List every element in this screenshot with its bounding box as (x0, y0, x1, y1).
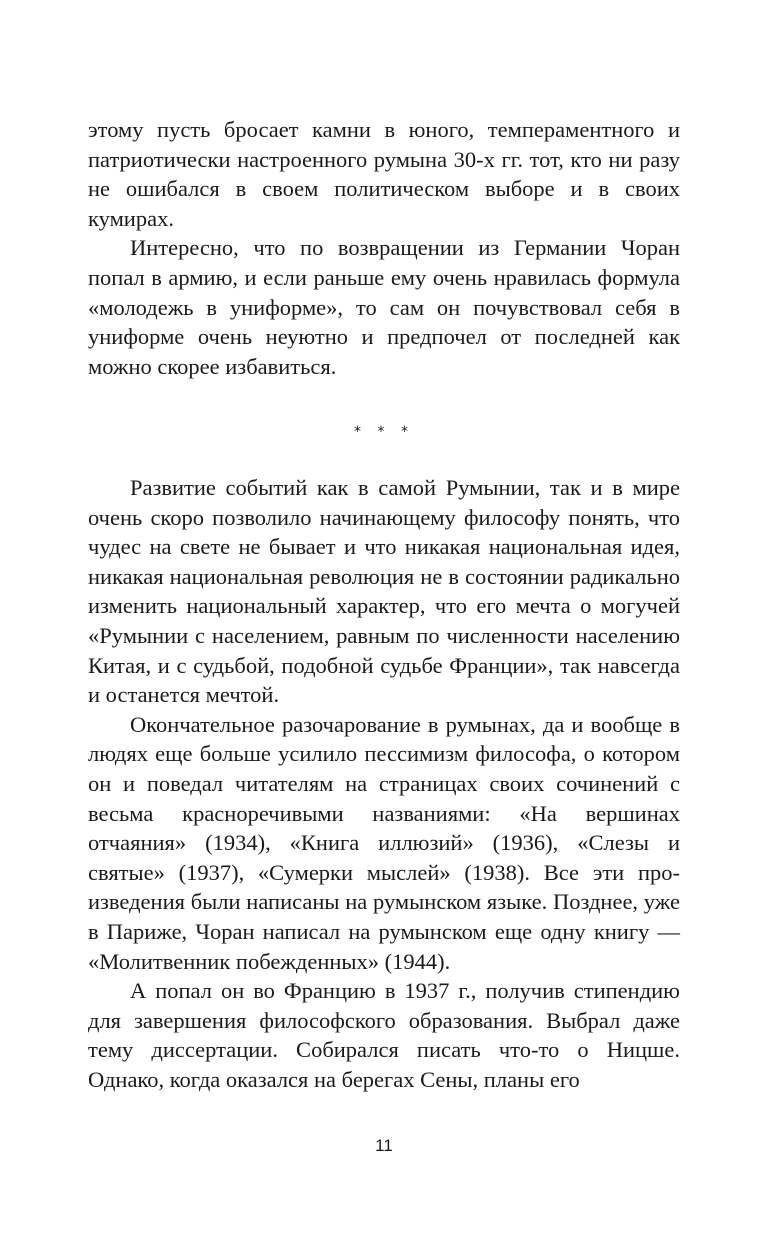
paragraph-continuation: этому пусть бросает камни в юного, темпераментного и патриотически настроенного румына 30-х гг. тот, кто ни разу не ошибался в своем политическом выборе и в своих кумирах. (88, 117, 680, 231)
text-section-top (88, 115, 680, 381)
paragraph-disappointment: Окончательное разочарование в румынах, да и вообще в людях еще больше усилило пессимизм философа, о котором он и поведал читателям на страницах своих сочинений с весьма красноречивыми названиями: «На вершинах отчаяния» (1934), «Книга иллюзий» (1936), «Слезы и святые» (1937), «Сумерки мыслей» (1938). Все эти произведения были написаны на румынском языке. Позднее, уже в Париже, Чоран написал на румынском еще одну книгу — «Молитвенник побежденных» (1944). (88, 711, 680, 974)
section-separator: * * * (354, 424, 414, 440)
paragraph-army: Интересно, что по возвращении из Германии Чоран попал в армию, и если раньше ему очень нравилась формула «молодежь в униформе», то сам он почувствовал себя в униформе очень неуютно и предпочел от последней как можно скорее избавиться. (88, 235, 680, 379)
text-section-bottom (88, 473, 680, 1094)
page-number: 11 (375, 1136, 393, 1155)
paragraph-romania-events: Развитие событий как в самой Румынии, так и в мире очень скоро позволило начинающему философу понять, что чудес на свете не бывает и что никакая национальная идея, никакая национальная революция не в состоянии радикально изменить национальный характер, что его мечта о могучей «Румынии с населением, равным по численности населению Китая, и с судьбой, подобной судьбе Франции», так навсегда и останется мечтой. (88, 475, 680, 708)
paragraph-france: А попал он во Францию в 1937 г., получив стипендию для завершения философского образования. Выбрал даже тему диссертации. Собирался писать что-то о Ницше. Однако, когда оказался на берегах Сены, планы его (88, 978, 680, 1092)
